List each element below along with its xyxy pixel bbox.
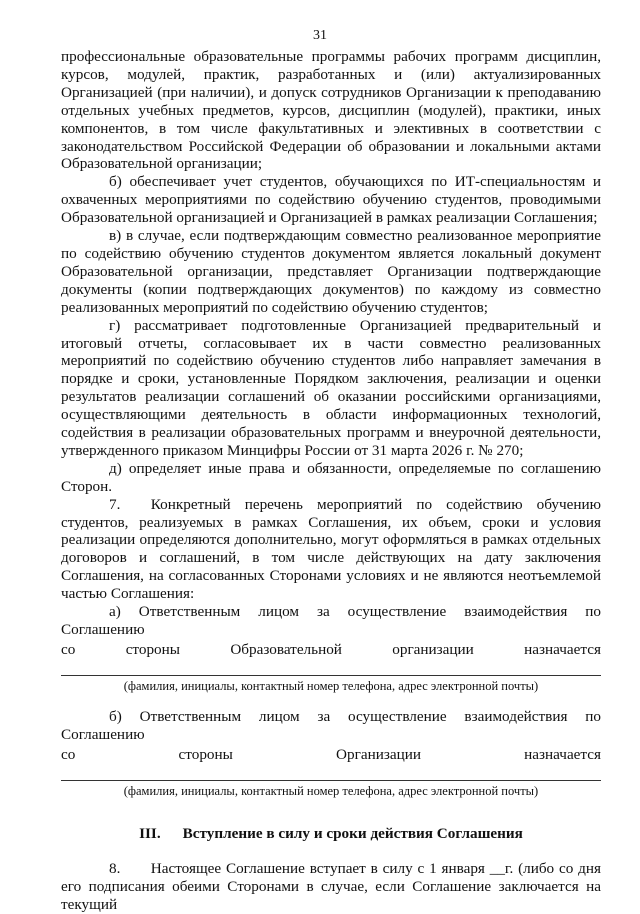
paragraph-b: б) обеспечивает учет студентов, обучающихся по ИТ-специальностям и охваченных мероприятиями по содействию обучению студентов, проводимыми Образовательной организацией и Организацией в рамках реализации Соглашения; [61,173,601,227]
signature-line-organization [61,766,601,781]
word: со [61,745,76,763]
paragraph-g: г) рассматривает подготовленные Организацией предварительный и итоговый отчеты, согласовывает их в части совместно реализованных мероприятий по содействию обучению студентов либо направляет замечания в порядке и сроки, установленные Порядком заключения, реализации и оценки результатов реализации соглашений об оказании российскими организациями, осуществляющими деятельность в области информационных технологий, содействия в реализации образовательных программ и внеурочной деятельности, утвержденного приказом Минцифры России от 31 марта 2026 г. № 270; [61,316,601,459]
signature-line-educational-org [61,661,601,676]
paragraph-7: 7. Конкретный перечень мероприятий по содействию обучению студентов, реализуемых в рамках Соглашения, их объем, сроки и условия реализации определяются дополнительно, могут оформляться в рамках отдельных договоров и соглашений, в том числе действующих на дату заключения Соглашения, на согласованных Сторонами условиях и не являются неотъемлемой частью Соглашения: [61,495,601,603]
paragraph-d: д) определяет иные права и обязанности, определяемые по соглашению Сторон. [61,459,601,495]
signature-caption-1: (фамилия, инициалы, контактный номер телефона, адрес электронной почты) [123,678,539,693]
document-body [61,48,601,914]
word: назначается [524,640,601,658]
paragraph-7b-line1: б) Ответственным лицом за осуществление взаимодействия по Соглашению [61,707,601,743]
word: организации [392,640,474,658]
paragraph-7a-line2 [61,641,601,659]
word: назначается [524,745,601,763]
paragraph-continuation: профессиональные образовательные программы рабочих программ дисциплин, курсов, модулей, практик, разработанных и (или) актуализированных Организацией (при наличии), и допуск сотрудников Организации к преподаванию отдельных учебных предметов, курсов, дисциплин (модулей), практики, иных компонентов, в том числе факультативных и элективных в соответствии с законодательством Российской Федерации об образовании и локальными актами Образовательной организации; [61,48,601,173]
word: со [61,640,76,658]
paragraph-v: в) в случае, если подтверждающим совместно реализованное мероприятие по содействию обучению студентов документом является локальный документ Образовательной организации, представляет Организации подтверждающие документы (копии подтверждающих документов) по каждому из совместно реализованных мероприятий по содействию обучению студентов; [61,227,601,316]
section-title: Вступление в силу и сроки действия Соглашения [182,824,523,842]
word: Организации [336,745,421,763]
section-heading [61,825,601,843]
section-number: III. [139,824,161,842]
word: стороны [125,640,180,658]
paragraph-8: 8. Настоящее Соглашение вступает в силу с 1 января __г. (либо со дня его подписания обеими Сторонами в случае, если Соглашение заключается на текущий [61,860,601,914]
paragraph-7a-line1: а) Ответственным лицом за осуществление взаимодействия по Соглашению [61,603,601,638]
paragraph-7b-line2 [61,746,601,764]
word: Образовательной [230,640,342,658]
signature-caption-2: (фамилия, инициалы, контактный номер телефона, адрес электронной почты) [123,783,539,798]
page-number: 31 [313,28,327,43]
word: стороны [178,745,233,763]
